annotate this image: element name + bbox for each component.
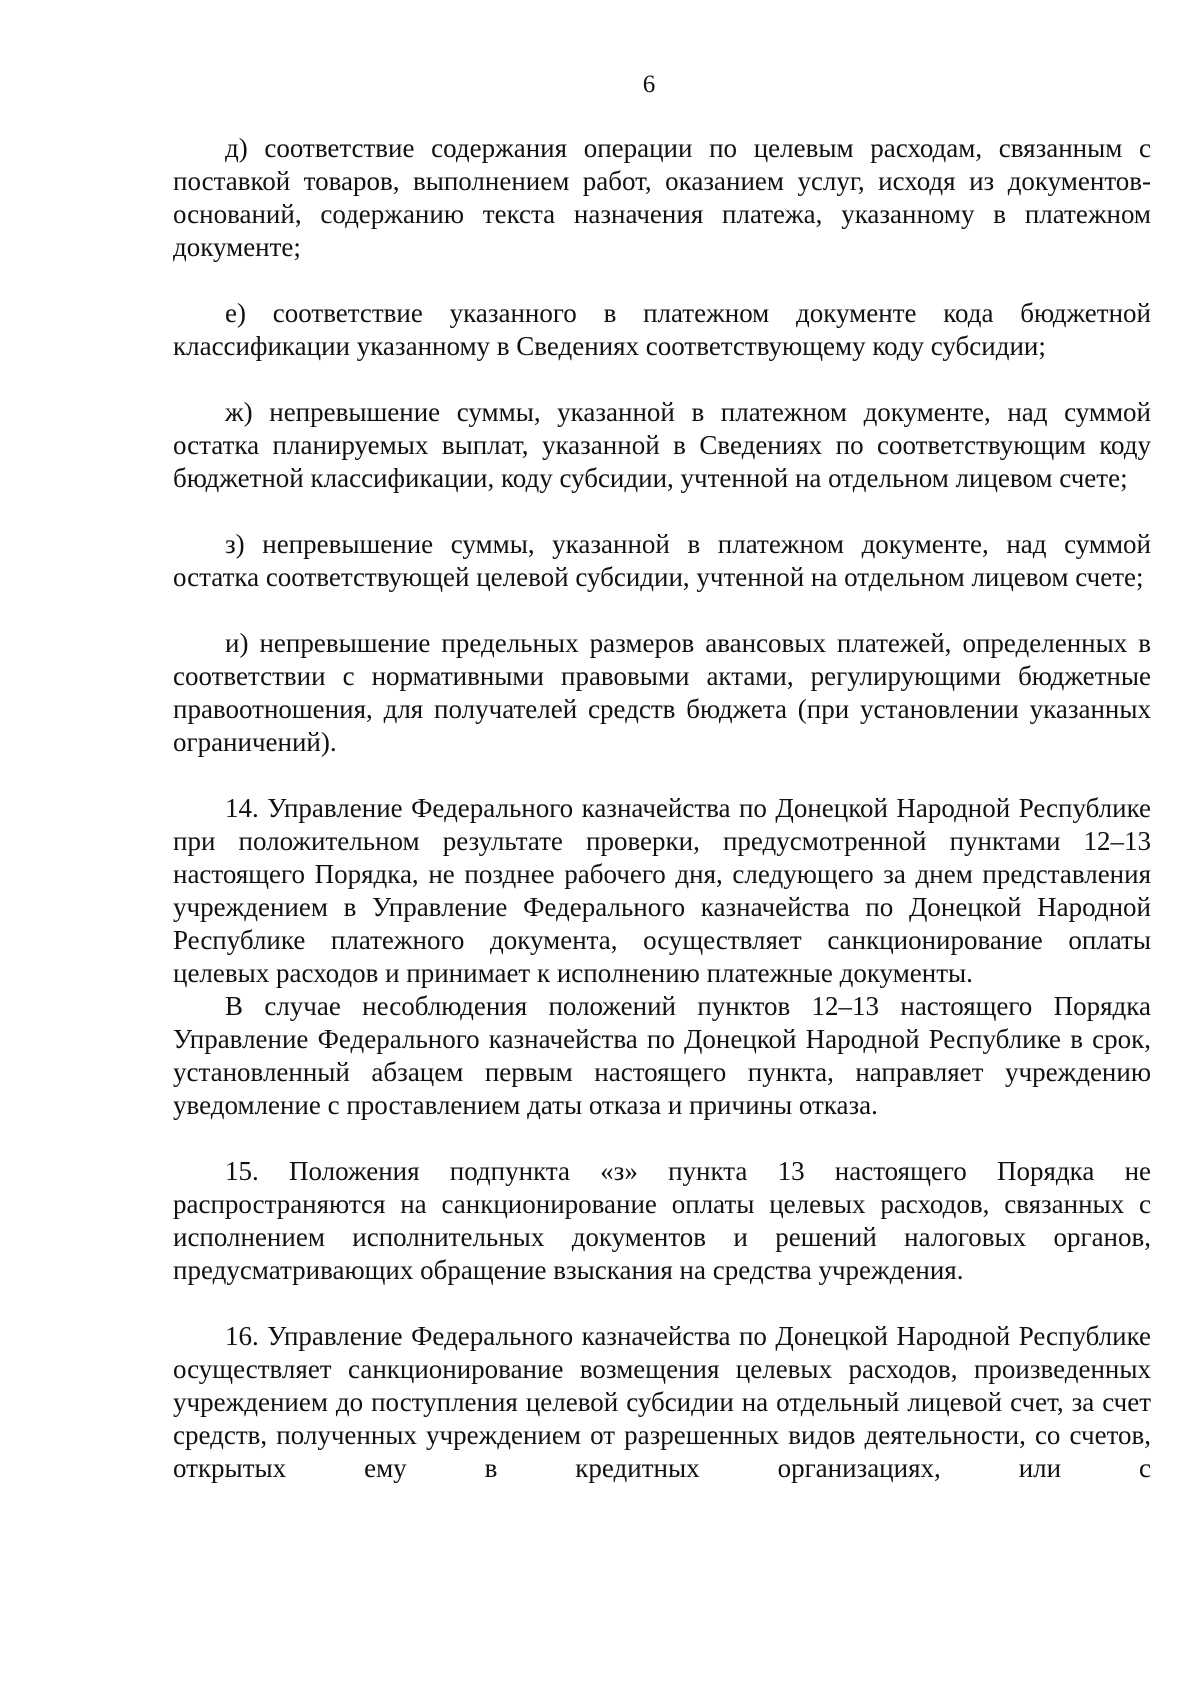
paragraph-e (173, 297, 1151, 363)
paragraph-line: 16. Управление Федерального казначейства по Донецкой Народной (225, 1321, 1011, 1351)
paragraph-line: документов-оснований, содержанию текста назначения платежа, указанному в (173, 166, 1152, 229)
paragraph-line: Республике при положительном результате проверки, предусмотренной (173, 793, 1152, 856)
paragraph-line: связанных с исполнением исполнительных документов и решений налоговых (173, 1189, 1151, 1252)
paragraph-line: органов, предусматривающих обращение взыскания на средства учреждения. (173, 1222, 1152, 1285)
paragraph-line: бюджета (при установлении указанных ограничений). (173, 694, 1152, 757)
paragraph-line: д) соответствие содержания операции по целевым расходам, связанным (225, 133, 1123, 163)
paragraph-z (173, 528, 1151, 594)
paragraph-line: платежные документы. (706, 958, 973, 988)
paragraph-line: 14. Управление Федерального казначейства по Донецкой Народной (225, 793, 1011, 823)
paragraph-d (173, 132, 1151, 264)
paragraph-line: днем представления учреждением в Управление Федерального казначейства по (173, 859, 1152, 922)
paragraph-line: определенных в соответствии с нормативными правовыми актами, (173, 628, 1152, 691)
paragraph-line: с поставкой товаров, выполнением работ, оказанием услуг, исходя из (173, 133, 1151, 196)
paragraph-line: коду бюджетной классификации, коду субсидии, учтенной на отдельном (173, 430, 1152, 493)
paragraph-line: платежном документе; (173, 199, 1152, 262)
paragraph-line: в срок, установленный абзацем первым настоящего пункта, направляет (173, 1024, 1152, 1087)
paragraph-line: Донецкой Народной Республике платежного документа, осуществляет (173, 892, 1152, 955)
page-number: 6 (642, 71, 656, 98)
paragraph-i (173, 627, 1151, 759)
paragraph-line: не распространяются на санкционирование оплаты целевых расходов, (173, 1156, 1152, 1219)
paragraph-line: Республике осуществляет санкционирование возмещения целевых расходов, (173, 1321, 1152, 1384)
paragraph-line: е) соответствие указанного в платежном документе кода бюджетной (225, 298, 1151, 328)
paragraph-zh (173, 396, 1151, 495)
paragraph-line: 15. Положения подпункта «з» пункта 13 настоящего Порядка (225, 1156, 1095, 1186)
document-body (173, 132, 1151, 1485)
paragraph-line: регулирующими бюджетные правоотношения, для получателей средств (173, 661, 1152, 724)
paragraph-14 (173, 792, 1151, 990)
paragraph-line: деятельности, со счетов, открытых ему в кредитных организациях, или с (173, 1420, 1152, 1483)
paragraph-15 (173, 1155, 1151, 1287)
paragraph-line: санкционирование оплаты целевых расходов и принимает к исполнению (173, 925, 1151, 988)
paragraph-line: счете; (1075, 562, 1144, 592)
paragraph-16 (173, 1320, 1151, 1485)
paragraph-line: и) непревышение предельных размеров авансовых платежей, (225, 628, 952, 658)
paragraph-line: учреждению уведомление с проставлением даты отказа и причины отказа. (173, 1057, 1151, 1120)
paragraph-14-refusal (173, 990, 1151, 1122)
paragraph-line: з) непревышение суммы, указанной в платежном документе, над суммой (225, 529, 1151, 559)
paragraph-line: классификации указанному в Сведениях соответствующему коду субсидии; (173, 331, 1046, 361)
paragraph-line: остатка соответствующей целевой субсидии, учтенной на отдельном лицевом (173, 562, 1069, 592)
paragraph-line: лицевом счете; (955, 463, 1128, 493)
paragraph-line: пунктами 12–13 настоящего Порядка, не позднее рабочего дня, следующего за (173, 826, 1152, 889)
paragraph-line: произведенных учреждением до поступления целевой субсидии на отдельный (173, 1354, 1151, 1417)
paragraph-line: ж) непревышение суммы, указанной в платежном документе, над суммой (225, 397, 1151, 427)
paragraph-line: В случае несоблюдения положений пунктов 12–13 настоящего Порядка (225, 991, 1151, 1021)
paragraph-line: Управление Федерального казначейства по Донецкой Народной Республике (173, 1024, 1062, 1054)
paragraph-line: остатка планируемых выплат, указанной в Сведениях по соответствующим (173, 430, 1086, 460)
paragraph-line: лицевой счет, за счет средств, полученных учреждением от разрешенных видов (173, 1387, 1152, 1450)
